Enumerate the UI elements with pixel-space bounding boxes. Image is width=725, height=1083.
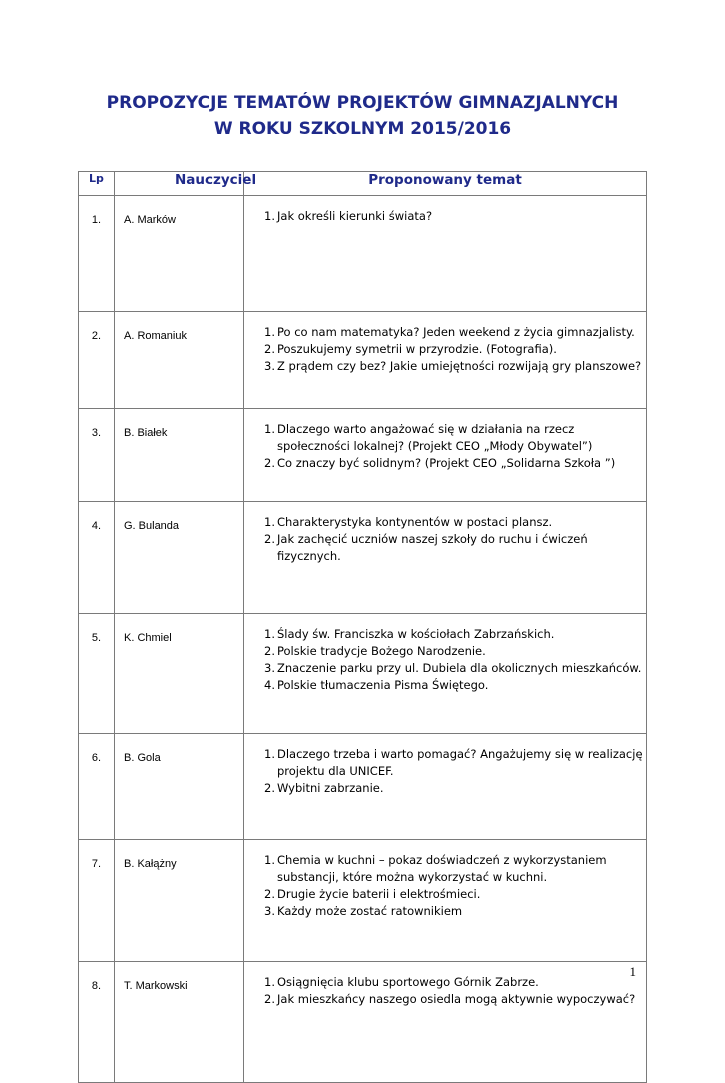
topic-list: [244, 852, 646, 920]
row-number: 3.: [79, 409, 115, 502]
topic-number: 1.: [264, 975, 275, 989]
topic-number: 1.: [264, 853, 275, 867]
topic-cell: [244, 196, 647, 312]
table-row: [79, 734, 647, 840]
table-header-row: [79, 172, 647, 196]
list-item: [264, 514, 646, 531]
list-item: [264, 208, 646, 225]
topic-list: [244, 626, 646, 694]
topic-number: 1.: [264, 747, 275, 761]
topic-text: Znaczenie parku przy ul. Dubiela dla okolicznych mieszkańców.: [277, 661, 642, 675]
table-row: [79, 312, 647, 409]
teacher-name: T. Markowski: [115, 962, 244, 1083]
table-row: [79, 502, 647, 614]
teacher-name: B. Kałążny: [115, 840, 244, 962]
topic-list: [244, 746, 646, 797]
topic-text: Dlaczego trzeba i warto pomagać? Angażujemy się w realizację projektu dla UNICEF.: [277, 747, 643, 778]
list-item: [264, 455, 646, 472]
row-number: 6.: [79, 734, 115, 840]
topic-text: Charakterystyka kontynentów w postaci plansz.: [277, 515, 553, 529]
list-item: [264, 780, 646, 797]
teacher-name: A. Romaniuk: [115, 312, 244, 409]
row-number: 5.: [79, 614, 115, 734]
topic-text: Dlaczego warto angażować się w działania na rzecz społeczności lokalnej? (Projekt CEO „Młody Obywatel”): [277, 422, 593, 453]
topic-number: 2.: [264, 456, 275, 470]
column-header-topic: Proponowany temat: [244, 172, 647, 196]
teacher-name: B. Białek: [115, 409, 244, 502]
topic-number: 2.: [264, 781, 275, 795]
list-item: [264, 324, 646, 341]
topic-cell: [244, 734, 647, 840]
topic-number: 3.: [264, 904, 275, 918]
topic-list: [244, 324, 646, 375]
list-item: [264, 421, 646, 455]
topic-cell: [244, 962, 647, 1083]
list-item: [264, 660, 646, 677]
topic-text: Polskie tłumaczenia Pisma Świętego.: [277, 678, 489, 692]
topic-cell: [244, 312, 647, 409]
list-item: [264, 903, 646, 920]
topic-text: Po co nam matematyka? Jeden weekend z życia gimnazjalisty.: [277, 325, 635, 339]
topic-text: Każdy może zostać ratownikiem: [277, 904, 463, 918]
topic-number: 1.: [264, 515, 275, 529]
table-row: [79, 840, 647, 962]
topic-number: 2.: [264, 342, 275, 356]
topic-text: Drugie życie baterii i elektrośmieci.: [277, 887, 481, 901]
table-row: [79, 196, 647, 312]
teacher-name: A. Marków: [115, 196, 244, 312]
table-row: [79, 614, 647, 734]
row-number: 7.: [79, 840, 115, 962]
topic-number: 2.: [264, 644, 275, 658]
topic-text: Z prądem czy bez? Jakie umiejętności rozwijają gry planszowe?: [277, 359, 642, 373]
teacher-name: G. Bulanda: [115, 502, 244, 614]
teacher-name: K. Chmiel: [115, 614, 244, 734]
list-item: [264, 746, 646, 780]
list-item: [264, 852, 646, 886]
list-item: [264, 531, 646, 565]
topic-text: Poszukujemy symetrii w przyrodzie. (Fotografia).: [277, 342, 557, 356]
row-number: 1.: [79, 196, 115, 312]
page-number: 1: [629, 964, 636, 979]
row-number: 8.: [79, 962, 115, 1083]
topic-text: Chemia w kuchni – pokaz doświadczeń z wykorzystaniem substancji, które można wykorzystać w kuchni.: [277, 853, 607, 884]
row-number: 2.: [79, 312, 115, 409]
topic-number: 1.: [264, 209, 275, 223]
column-header-teacher: Nauczyciel: [115, 172, 244, 196]
table-row: [79, 409, 647, 502]
topic-list: [244, 208, 646, 225]
page-title-line-1: PROPOZYCJE TEMATÓW PROJEKTÓW GIMNAZJALNYCH: [106, 93, 619, 113]
topic-text: Jak mieszkańcy naszego osiedla mogą aktywnie wypoczywać?: [277, 992, 636, 1006]
page-title-line-2: W ROKU SZKOLNYM 2015/2016: [213, 119, 512, 139]
topic-number: 2.: [264, 887, 275, 901]
topic-text: Wybitni zabrzanie.: [277, 781, 384, 795]
topic-number: 3.: [264, 359, 275, 373]
list-item: [264, 677, 646, 694]
topic-list: [244, 421, 646, 472]
topic-cell: [244, 840, 647, 962]
topic-number: 2.: [264, 532, 275, 546]
list-item: [264, 341, 646, 358]
topic-text: Jak określi kierunki świata?: [277, 209, 433, 223]
topic-number: 4.: [264, 678, 275, 692]
row-number: 4.: [79, 502, 115, 614]
list-item: [264, 974, 646, 991]
column-header-lp: Lp: [79, 172, 115, 196]
teacher-name: B. Gola: [115, 734, 244, 840]
topic-cell: [244, 614, 647, 734]
topic-number: 2.: [264, 992, 275, 1006]
topic-number: 1.: [264, 627, 275, 641]
table-row: [79, 962, 647, 1083]
topic-text: Polskie tradycje Bożego Narodzenie.: [277, 644, 486, 658]
topic-cell: [244, 502, 647, 614]
topic-text: Co znaczy być solidnym? (Projekt CEO „Solidarna Szkoła ”): [277, 456, 616, 470]
topics-table: [78, 171, 647, 1083]
list-item: [264, 358, 646, 375]
topic-number: 1.: [264, 422, 275, 436]
topic-text: Osiągnięcia klubu sportowego Górnik Zabrze.: [277, 975, 539, 989]
topic-cell: [244, 409, 647, 502]
topic-text: Ślady św. Franciszka w kościołach Zabrzańskich.: [277, 627, 555, 641]
topic-list: [244, 514, 646, 565]
list-item: [264, 643, 646, 660]
topic-number: 1.: [264, 325, 275, 339]
topic-text: Jak zachęcić uczniów naszej szkoły do ruchu i ćwiczeń fizycznych.: [277, 532, 588, 563]
topic-list: [244, 974, 646, 1008]
list-item: [264, 991, 646, 1008]
list-item: [264, 626, 646, 643]
topic-number: 3.: [264, 661, 275, 675]
list-item: [264, 886, 646, 903]
